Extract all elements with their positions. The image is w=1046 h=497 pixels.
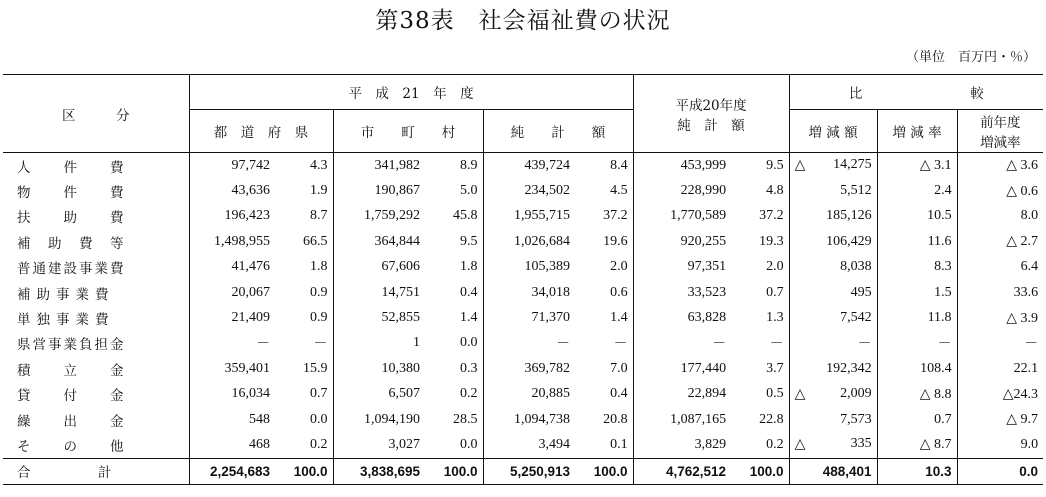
total-cell-muni-percent: 100.0 <box>425 458 483 484</box>
cell-muni-amount: 14,751 <box>381 284 420 300</box>
header-prev-rate <box>957 110 1043 153</box>
cell-muni-percent: 45.8 <box>425 204 483 229</box>
cell-net-percent: 0.1 <box>575 432 633 458</box>
header-prev-rate-line1: 前年度 <box>980 115 1021 131</box>
cell-pref-percent: 66.5 <box>275 229 333 254</box>
cell-pref-amount: 468 <box>249 436 270 452</box>
row-label: そ の 他 <box>3 432 189 458</box>
table-row <box>3 331 1043 356</box>
total-label: 合 計 <box>3 458 189 484</box>
cell-pref-amount: 359,401 <box>224 360 270 376</box>
cell-pref-percent: 0.9 <box>275 280 333 305</box>
cell-pref-amount: 21,409 <box>231 310 270 326</box>
table-row <box>3 432 1043 458</box>
cell-fy20-amount: 3,829 <box>694 436 727 452</box>
total-cell-muni-amount: 3,838,695 <box>333 458 425 484</box>
cell-change-rate: 11.6 <box>877 229 957 254</box>
cell-net-amount: 71,370 <box>531 310 570 326</box>
total-cell-fy20-amount: 4,762,512 <box>633 458 731 484</box>
cell-fy20-percent: 2.0 <box>731 255 789 280</box>
total-cell-net-amount: 5,250,913 <box>483 458 575 484</box>
cell-pref-amount: 1,498,955 <box>214 233 270 249</box>
cell-prev-rate: △ 3.9 <box>1006 310 1039 326</box>
header-comparison: 比 較 <box>789 75 1043 110</box>
cell-net-amount: 234,502 <box>524 183 570 199</box>
cell-pref-percent: 1.9 <box>275 178 333 203</box>
cell-change-rate: △ 8.7 <box>877 432 957 458</box>
cell-pref-amount: 548 <box>249 411 270 427</box>
cell-net-percent: 4.5 <box>575 178 633 203</box>
change-amount-value: 335 <box>850 436 872 452</box>
row-label: 単独事業費 <box>3 305 189 330</box>
change-amount-value: 2,009 <box>840 385 872 401</box>
table-row <box>3 407 1043 432</box>
cell-change-rate: 0.7 <box>877 407 957 432</box>
cell-pref-percent: 15.9 <box>275 356 333 381</box>
header-fy21: 平 成 21 年 度 <box>189 75 633 110</box>
row-label: 普通建設事業費 <box>3 255 189 280</box>
cell-change-rate: 1.5 <box>877 280 957 305</box>
cell-pref-amount: 97,742 <box>231 157 270 173</box>
cell-fy20-percent: 0.5 <box>731 382 789 407</box>
cell-muni-percent: 0.3 <box>425 356 483 381</box>
row-label: 人 件 費 <box>3 153 189 179</box>
cell-pref-percent: 4.3 <box>275 153 333 179</box>
cell-prev-rate: △ 0.6 <box>1006 183 1039 199</box>
cell-fy20-percent: 9.5 <box>731 153 789 179</box>
cell-fy20-percent: 37.2 <box>731 204 789 229</box>
total-cell-change-rate: 10.3 <box>877 458 957 484</box>
cell-muni-percent: 0.0 <box>425 331 483 356</box>
table-row <box>3 280 1043 305</box>
row-label: 積 立 金 <box>3 356 189 381</box>
cell-fy20-percent: 1.3 <box>731 305 789 330</box>
cell-fy20-amount: 97,351 <box>687 259 727 275</box>
table-row <box>3 153 1043 179</box>
cell-change-rate: 8.3 <box>877 255 957 280</box>
cell-muni-percent: 1.4 <box>425 305 483 330</box>
cell-change-amount: － <box>789 331 877 356</box>
table-body <box>3 153 1043 485</box>
cell-change-amount <box>789 153 877 179</box>
cell-muni-amount: 52,855 <box>381 310 420 326</box>
header-prefectures: 都 道 府 県 <box>189 110 333 153</box>
cell-fy20-amount: 453,999 <box>680 157 727 173</box>
cell-fy20-amount: 33,523 <box>687 284 727 300</box>
row-label: 扶 助 費 <box>3 204 189 229</box>
unit-note: （単位 百万円・％） <box>905 50 1036 65</box>
cell-net-percent: 8.4 <box>575 153 633 179</box>
cell-muni-percent: 0.4 <box>425 280 483 305</box>
cell-muni-amount: 1,094,190 <box>364 411 420 427</box>
negative-triangle-marker: △ <box>794 386 806 402</box>
total-cell-prev-rate: 0.0 <box>957 458 1043 484</box>
cell-fy20-amount: 177,440 <box>680 360 727 376</box>
cell-net-percent: 20.8 <box>575 407 633 432</box>
header-municipalities: 市 町 村 <box>333 110 483 153</box>
row-label: 県営事業負担金 <box>3 331 189 356</box>
cell-fy20-amount: 22,894 <box>687 386 727 402</box>
cell-change-rate: 108.4 <box>877 356 957 381</box>
header-change-amount: 増 減 額 <box>789 110 877 153</box>
cell-muni-percent: 1.8 <box>425 255 483 280</box>
table-row <box>3 178 1043 203</box>
negative-triangle-marker: △ <box>794 437 806 453</box>
cell-muni-percent: 0.0 <box>425 432 483 458</box>
cell-muni-amount: 6,507 <box>388 386 420 402</box>
cell-muni-percent: 9.5 <box>425 229 483 254</box>
cell-muni-percent: 28.5 <box>425 407 483 432</box>
row-label: 補助事業費 <box>3 280 189 305</box>
cell-net-amount: 34,018 <box>531 284 570 300</box>
cell-change-rate: 10.5 <box>877 204 957 229</box>
header-fy20 <box>633 75 789 153</box>
cell-net-percent: 2.0 <box>575 255 633 280</box>
cell-fy20-amount: － <box>712 337 727 353</box>
cell-prev-rate: 6.4 <box>1020 259 1039 275</box>
cell-net-percent: 0.4 <box>575 382 633 407</box>
cell-pref-amount: 41,476 <box>231 259 270 275</box>
page-title: 第38表 社会福祉費の状況 <box>375 8 671 34</box>
row-label: 補 助 費 等 <box>3 229 189 254</box>
cell-pref-amount: 43,636 <box>231 183 270 199</box>
cell-fy20-percent: 4.8 <box>731 178 789 203</box>
social-welfare-table <box>3 74 1043 485</box>
cell-muni-amount: 67,606 <box>381 259 420 275</box>
cell-net-percent: 1.4 <box>575 305 633 330</box>
cell-net-percent: 0.6 <box>575 280 633 305</box>
cell-change-amount: 185,126 <box>789 204 877 229</box>
cell-change-amount: 5,512 <box>789 178 877 203</box>
table-row <box>3 204 1043 229</box>
cell-muni-percent: 0.2 <box>425 382 483 407</box>
table-row <box>3 305 1043 330</box>
cell-pref-amount: 196,423 <box>224 208 270 224</box>
cell-fy20-amount: 228,990 <box>680 183 727 199</box>
cell-pref-amount: － <box>256 337 270 353</box>
cell-change-rate: 11.8 <box>877 305 957 330</box>
total-row <box>3 458 1043 484</box>
cell-prev-rate: － <box>1024 337 1039 353</box>
cell-change-amount: 106,429 <box>789 229 877 254</box>
cell-prev-rate: 33.6 <box>1013 284 1039 300</box>
cell-pref-percent: 0.0 <box>275 407 333 432</box>
cell-pref-percent: － <box>275 331 333 356</box>
header-fy20-line1: 平成20年度 <box>675 97 747 114</box>
cell-fy20-percent: 19.3 <box>731 229 789 254</box>
cell-muni-percent: 5.0 <box>425 178 483 203</box>
cell-net-percent: 37.2 <box>575 204 633 229</box>
cell-fy20-percent: 0.2 <box>731 432 789 458</box>
table-row <box>3 229 1043 254</box>
row-label: 物 件 費 <box>3 178 189 203</box>
cell-net-amount: 20,885 <box>531 386 570 402</box>
cell-change-amount: 7,573 <box>789 407 877 432</box>
cell-change-rate: － <box>877 331 957 356</box>
cell-pref-amount: 16,034 <box>231 386 270 402</box>
cell-prev-rate: 9.0 <box>1020 436 1039 452</box>
cell-change-amount <box>789 432 877 458</box>
cell-change-amount: 495 <box>789 280 877 305</box>
cell-change-rate: △ 3.1 <box>877 153 957 179</box>
cell-pref-percent: 0.7 <box>275 382 333 407</box>
cell-net-amount: － <box>556 337 570 353</box>
cell-change-rate: 2.4 <box>877 178 957 203</box>
cell-fy20-amount: 920,255 <box>680 233 727 249</box>
cell-change-amount: 192,342 <box>789 356 877 381</box>
cell-net-amount: 1,955,715 <box>514 208 570 224</box>
total-cell-change-amount: 488,401 <box>789 458 877 484</box>
total-cell-fy20-percent: 100.0 <box>731 458 789 484</box>
cell-fy20-percent: 22.8 <box>731 407 789 432</box>
total-cell-pref-percent: 100.0 <box>275 458 333 484</box>
cell-muni-amount: 1 <box>413 335 420 351</box>
header-fy20-line2: 純 計 額 <box>677 117 745 134</box>
cell-muni-amount: 10,380 <box>381 360 420 376</box>
cell-net-amount: 105,389 <box>524 259 570 275</box>
cell-muni-amount: 364,844 <box>374 233 420 249</box>
row-label: 貸 付 金 <box>3 382 189 407</box>
cell-net-amount: 439,724 <box>524 157 570 173</box>
header-change-rate: 増 減 率 <box>877 110 957 153</box>
cell-fy20-percent: 0.7 <box>731 280 789 305</box>
cell-muni-amount: 1,759,292 <box>364 208 420 224</box>
cell-fy20-amount: 1,770,589 <box>670 208 727 224</box>
cell-fy20-percent: － <box>731 331 789 356</box>
cell-fy20-amount: 1,087,165 <box>670 411 727 427</box>
cell-prev-rate: 22.1 <box>1013 360 1039 376</box>
cell-prev-rate: △ 9.7 <box>1006 412 1039 428</box>
table-row <box>3 382 1043 407</box>
row-label: 繰 出 金 <box>3 407 189 432</box>
cell-pref-amount: 20,067 <box>231 284 270 300</box>
cell-change-amount <box>789 382 877 407</box>
cell-change-amount: 8,038 <box>789 255 877 280</box>
cell-muni-amount: 341,982 <box>374 157 420 173</box>
header-net-total: 純 計 額 <box>483 110 633 153</box>
cell-change-amount: 7,542 <box>789 305 877 330</box>
cell-net-amount: 369,782 <box>524 360 570 376</box>
change-amount-value: 14,275 <box>833 157 872 173</box>
cell-net-percent: － <box>575 331 633 356</box>
cell-muni-amount: 3,027 <box>388 436 420 452</box>
cell-prev-rate: △24.3 <box>1002 386 1039 402</box>
cell-pref-percent: 0.9 <box>275 305 333 330</box>
cell-muni-percent: 8.9 <box>425 153 483 179</box>
cell-fy20-amount: 63,828 <box>687 310 727 326</box>
cell-net-amount: 3,494 <box>538 436 570 452</box>
table-row <box>3 255 1043 280</box>
header-category: 区 分 <box>3 75 189 153</box>
cell-pref-percent: 8.7 <box>275 204 333 229</box>
cell-pref-percent: 1.8 <box>275 255 333 280</box>
table-row <box>3 356 1043 381</box>
cell-net-amount: 1,094,738 <box>514 411 570 427</box>
cell-fy20-percent: 3.7 <box>731 356 789 381</box>
total-cell-pref-amount: 2,254,683 <box>189 458 275 484</box>
negative-triangle-marker: △ <box>794 158 806 174</box>
cell-muni-amount: 190,867 <box>374 183 420 199</box>
cell-net-amount: 1,026,684 <box>514 233 570 249</box>
cell-prev-rate: 8.0 <box>1020 208 1039 224</box>
cell-net-percent: 19.6 <box>575 229 633 254</box>
total-cell-net-percent: 100.0 <box>575 458 633 484</box>
cell-net-percent: 7.0 <box>575 356 633 381</box>
cell-pref-percent: 0.2 <box>275 432 333 458</box>
cell-prev-rate: △ 3.6 <box>1006 158 1039 174</box>
header-prev-rate-line2: 増減率 <box>980 135 1021 151</box>
cell-prev-rate: △ 2.7 <box>1006 234 1039 250</box>
cell-change-rate: △ 8.8 <box>877 382 957 407</box>
